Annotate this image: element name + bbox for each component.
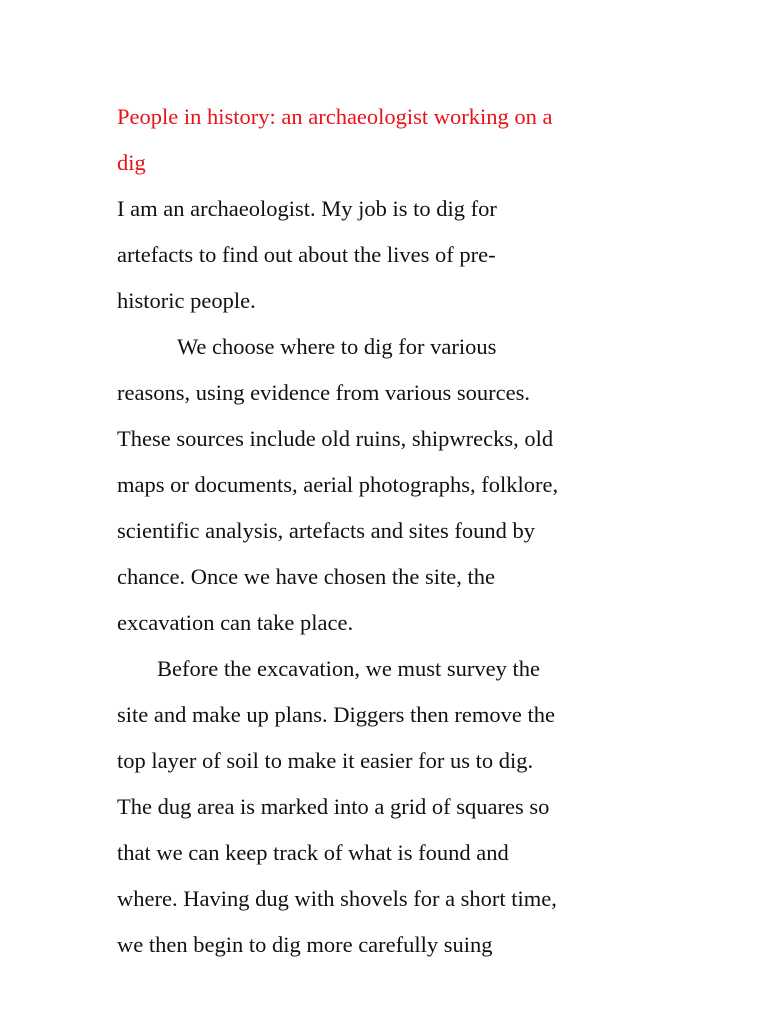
paragraph-2-line-4: maps or documents, aerial photographs, folklore, bbox=[117, 472, 559, 497]
paragraph-1-line-2: artefacts to find out about the lives of pre- bbox=[117, 242, 496, 267]
paragraph-2-line-5: scientific analysis, artefacts and sites found by bbox=[117, 518, 535, 543]
paragraph-3-line-7: we then begin to dig more carefully suing bbox=[117, 932, 493, 957]
paragraph-3-line-6: where. Having dug with shovels for a short time, bbox=[117, 886, 557, 911]
paragraph-3-line-2: site and make up plans. Diggers then remove the bbox=[117, 702, 556, 727]
paragraph-3-line-4: The dug area is marked into a grid of squares so bbox=[117, 794, 550, 819]
document-title-line-2: dig bbox=[117, 150, 146, 175]
document-title-line-1: People in history: an archaeologist working on a bbox=[117, 104, 553, 129]
paragraph-1-line-1: I am an archaeologist. My job is to dig for bbox=[117, 196, 497, 221]
paragraph-1-line-3: historic people. bbox=[117, 288, 256, 313]
paragraph-3-line-3: top layer of soil to make it easier for us to dig. bbox=[117, 748, 534, 773]
paragraph-2-line-1: We choose where to dig for various bbox=[177, 334, 497, 359]
paragraph-2-line-2: reasons, using evidence from various sources. bbox=[117, 380, 531, 405]
paragraph-3-line-5: that we can keep track of what is found and bbox=[117, 840, 509, 865]
paragraph-2-line-3: These sources include old ruins, shipwrecks, old bbox=[117, 426, 554, 451]
paragraph-3-line-1: Before the excavation, we must survey the bbox=[157, 656, 540, 681]
paragraph-2-line-7: excavation can take place. bbox=[117, 610, 354, 635]
paragraph-2-line-6: chance. Once we have chosen the site, the bbox=[117, 564, 495, 589]
